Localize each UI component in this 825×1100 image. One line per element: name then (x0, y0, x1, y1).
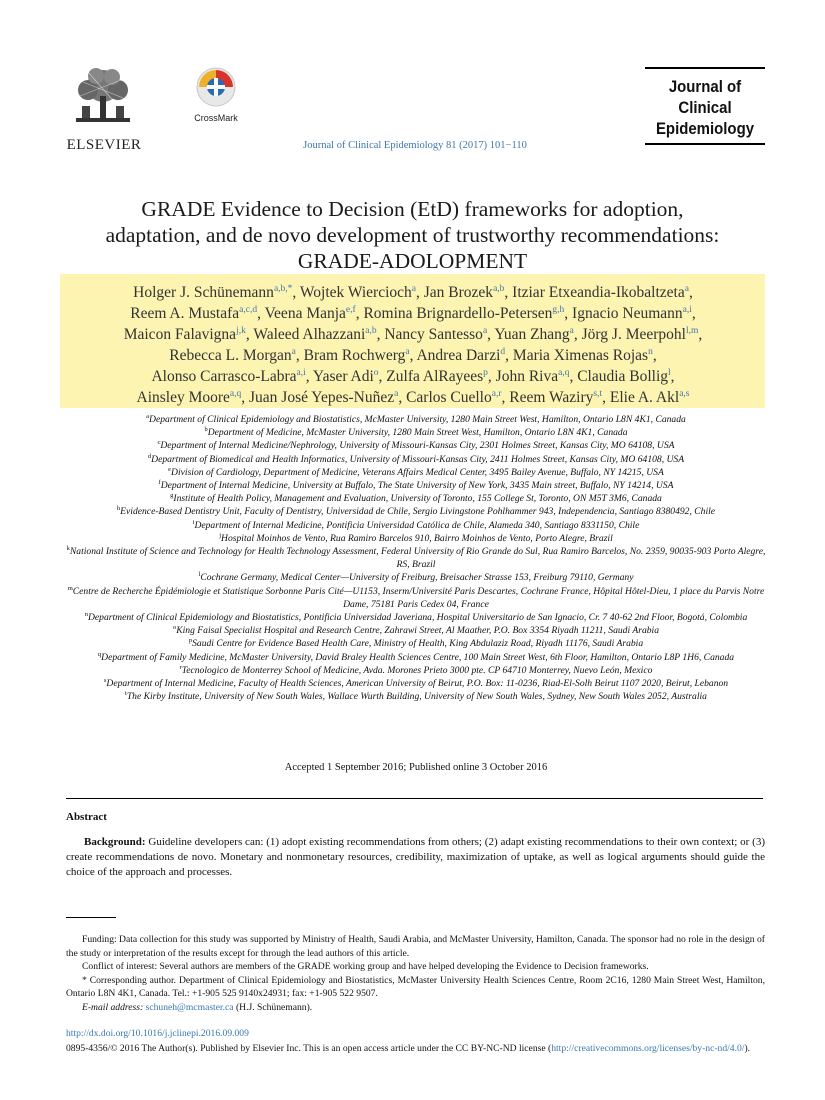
author-list (63, 282, 763, 408)
article-title (70, 196, 755, 274)
author-affiliation-marks[interactable]: a,c,d (239, 304, 258, 315)
abstract-heading: Abstract (66, 811, 107, 823)
author-affiliation-marks[interactable]: a (569, 325, 574, 336)
author-line: Reem A. Mustafa$^{a,c,d}$, Veena Manja$^{e,f}$, Romina Brignardello-Petersen$^{g,h}$, Ignacio Neumann$^{a,i}$, (130, 304, 696, 322)
affiliation-mark: d (147, 452, 152, 460)
affiliation-item (66, 677, 766, 690)
affiliation-text: National Institute of Science and Technology for Health Technology Assessment, Federal University of Rio Grande do Sul, Rua Ramiro Barcelos, No. 2359, 90035-903 Porto Alegre, RS, Brazil (69, 546, 766, 571)
affiliation-text: Department of Family Medicine, McMaster University, David Braley Health Sciences Centre, 100 Main Street West, 6th Floor, Hamilton, Ontario L8P 1H6, Canada (101, 651, 735, 663)
funding-note: Funding: Data collection for this study was supported by Ministry of Health, Saudi Arabia, and McMaster University, Hamilton, Canada. The sponsor had no role in the design of the study or interpretation of the results except for through the lead authors of this article. (66, 934, 765, 959)
affiliation-mark: a (146, 412, 150, 420)
author-name[interactable]: Ignacio Neumann (572, 305, 683, 322)
author-name[interactable]: Yuan Zhang (494, 326, 570, 343)
affiliation-item (66, 611, 766, 624)
affiliation-mark: c (157, 439, 161, 447)
author-affiliation-marks[interactable]: g,h (552, 304, 565, 315)
author-name[interactable]: Jan Brozek (423, 284, 494, 301)
author-name[interactable]: Holger J. Schünemann (133, 284, 274, 301)
affiliation-mark: o (172, 624, 177, 632)
crossmark-label: CrossMark (194, 113, 238, 123)
affiliation-text: Division of Cardiology, Department of Medicine, Veterans Affairs Medical Center, 3495 Bailey Avenue, Buffalo, NY 14215, USA (171, 466, 664, 478)
author-line: Ainsley Moore$^{a,q}$, Juan José Yepes-Nuñez$^a$, Carlos Cuello$^{a,r}$, Reem Waziry$^{s,t}$, Elie A. Akl$^{a,s}$ (136, 388, 690, 406)
affiliation-mark: p (188, 637, 193, 645)
author-affiliation-marks[interactable]: j,k (236, 325, 246, 336)
affiliation-item (66, 519, 766, 532)
author-name[interactable]: Bram Rochwerg (303, 347, 406, 364)
affiliation-text: The Kirby Institute, University of New South Wales, Wallace Wurth Building, University of New South Wales, Sydney, New South Wales 2052, Australia (126, 691, 707, 703)
affiliation-text: Department of Internal Medicine, Pontificia Universidad Católica de Chile, Alameda 340, Santiago 8331150, Chile (194, 519, 640, 531)
author-name[interactable]: Juan José Yepes-Nuñez (249, 389, 395, 406)
affiliation-item (66, 637, 766, 650)
affiliation-text: Department of Clinical Epidemiology and Biostatistics, Pontificia Universidad Javeriana, Hospital Universitario de San Ignacio, Cr. 7 40-62 2nd Floor, Bogotá, Colombia (87, 612, 748, 624)
license-text: 0895-4356/© 2016 The Author(s). Published by Elsevier Inc. This is an open access article under the CC BY-NC-ND license ( (66, 1043, 552, 1054)
affiliation-text: Department of Medicine, McMaster University, 1280 Main Street West, Hamilton, Ontario L8N 4K1, Canada (207, 427, 628, 439)
affiliation-text: Tecnologico de Monterrey School of Medicine, Avda. Morones Prieto 3000 pte. CP 64710 Monterrey, Nuevo León, Mexico (181, 664, 653, 676)
author-name[interactable]: Maria Ximenas Rojas (512, 347, 649, 364)
affiliation-text: Saudi Centre for Evidence Based Health Care, Ministry of Health, King Abdulaziz Road, Riyadh 11176, Saudi Arabia (192, 638, 644, 650)
affiliation-mark: f (158, 478, 161, 486)
author-affiliation-marks[interactable]: a,b,* (273, 283, 293, 294)
affiliation-mark: h (116, 505, 121, 513)
affiliation-mark: r (179, 663, 182, 671)
author-affiliation-marks[interactable]: p (483, 367, 488, 378)
author-affiliation-marks[interactable]: s,t (593, 388, 603, 399)
author-affiliation-marks[interactable]: n (648, 346, 653, 357)
author-name[interactable]: Claudia Bollig (577, 368, 669, 385)
author-affiliation-marks[interactable]: a (394, 388, 399, 399)
publisher-name: ELSEVIER (66, 137, 142, 153)
journal-name-line-1: Journal of (668, 77, 742, 96)
author-name[interactable]: Waleed Alhazzani (253, 326, 366, 343)
affiliation-mark: e (168, 465, 172, 473)
author-affiliation-marks[interactable]: e,f (345, 304, 356, 315)
affiliation-item (66, 651, 766, 664)
affiliation-text: Department of Internal Medicine/Nephrology, University of Missouri-Kansas City, 2301 Holmes Street, Kansas City, MO 64108, USA (160, 440, 675, 452)
journal-name-line-2: Clinical (678, 98, 732, 117)
author-affiliation-marks[interactable]: a,i (682, 304, 692, 315)
author-line: Alonso Carrasco-Labra$^{a,i}$, Yaser Adi$^o$, Zulfa AlRayees$^p$, John Riva$^{a,q}$, Claudia Bollig$^l$, (151, 367, 675, 385)
author-name[interactable]: Elie A. Akl (609, 389, 680, 406)
affiliation-text: Hospital Moinhos de Vento, Rua Ramiro Barcelos 910, Bairro Moinhos de Vento, Porto Alegre, Brazil (221, 532, 613, 544)
author-affiliation-marks[interactable]: a,s (679, 388, 690, 399)
affiliation-item (66, 664, 766, 677)
affiliation-mark: q (97, 650, 102, 658)
email-label: E-mail address: (82, 1001, 144, 1013)
affiliation-mark: g (170, 492, 174, 500)
affiliation-item (66, 479, 766, 492)
crossmark-icon (196, 67, 236, 107)
author-name[interactable]: Romina Brignardello-Petersen (363, 305, 553, 322)
journal-citation[interactable]: Journal of Clinical Epidemiology 81 (2017) 101−110 (303, 140, 527, 151)
footnote-divider (66, 917, 116, 918)
affiliation-item (66, 690, 766, 703)
affiliation-text: Department of Internal Medicine, University at Buffalo, The State University of New York, 3435 Main street, Buffalo, NY 14214, USA (160, 480, 674, 492)
author-affiliation-marks[interactable]: a,b (493, 283, 505, 294)
affiliation-item (66, 426, 766, 439)
affiliation-item (66, 545, 766, 571)
author-name[interactable]: Nancy Santesso (384, 326, 483, 343)
author-affiliation-marks[interactable]: a,q (229, 388, 242, 399)
author-name[interactable]: Itziar Etxeandia-Ikobaltzeta (512, 284, 685, 301)
affiliation-item (66, 505, 766, 518)
author-name[interactable]: Reem A. Mustafa (130, 305, 240, 322)
author-affiliation-marks[interactable]: a (405, 346, 410, 357)
title-line-3: GRADE-ADOLOPMENT (297, 249, 528, 273)
license-note (66, 1042, 765, 1056)
background-text: Guideline developers can: (1) adopt existing recommendations from others; (2) adapt existing recommendations to their own context; or (3) create recommendations de novo. Monetary and nonmonetary resources, credibility, maximization of uptake, as well as logical arguments should guide the choice of the approach and processes. (66, 836, 765, 878)
affiliation-text: Evidence-Based Dentistry Unit, Faculty of Dentistry, Universidad de Chile, Sergio Livingstone Pohlhammer 943, Independencia, Santiago 8380492, Chile (120, 506, 716, 518)
affiliation-item (66, 585, 766, 611)
author-line: Rebecca L. Morgan$^a$, Bram Rochwerg$^a$, Andrea Darzi$^d$, Maria Ximenas Rojas$^n$, (169, 346, 657, 364)
author-name[interactable]: John Riva (495, 368, 559, 385)
affiliation-item (66, 624, 766, 637)
corresponding-note: * Corresponding author. Department of Clinical Epidemiology and Biostatistics, McMaster University Health Sciences Centre, Room 2C16, 1280 Main Street West, Hamilton, Ontario L8N 4K1, Canada. Tel.: +1-905 525 9140x24931; fax: +1-905 522 9507. (66, 974, 765, 999)
author-affiliation-marks[interactable]: a,i (296, 367, 306, 378)
author-affiliation-marks[interactable]: o (373, 367, 379, 378)
author-name[interactable]: Carlos Cuello (406, 389, 492, 406)
crossmark-badge[interactable] (193, 67, 239, 123)
affiliation-list (66, 413, 766, 703)
accepted-date: Accepted 1 September 2016; Published online 3 October 2016 (284, 762, 548, 773)
conflict-note: Conflict of interest: Several authors are members of the GRADE working group and have helped developing the Evidence to Decision frameworks. (82, 961, 649, 972)
affiliation-mark: i (192, 518, 195, 526)
author-affiliation-marks[interactable]: d (500, 346, 506, 357)
author-affiliation-marks[interactable]: a (411, 283, 417, 294)
author-name[interactable]: Reem Waziry (509, 389, 594, 406)
author-name[interactable]: Maicon Falavigna (123, 326, 237, 343)
journal-logo[interactable] (645, 67, 765, 145)
author-affiliation-marks[interactable]: l (668, 367, 671, 378)
author-name[interactable]: Yaser Adi (312, 368, 374, 385)
author-affiliation-marks[interactable]: a (291, 346, 296, 357)
affiliation-item (66, 439, 766, 452)
author-affiliation-marks[interactable]: a,b (365, 325, 377, 336)
background-label: Background: (84, 836, 146, 848)
title-line-2: adaptation, and de novo development of trustworthy recommendations: (105, 223, 720, 247)
author-name[interactable]: Zulfa AlRayees (386, 368, 484, 385)
affiliation-text: Cochrane Germany, Medical Center—University of Freiburg, Breisacher Strasse 153, Freiburg 79110, Germany (200, 572, 634, 584)
affiliation-text: Department of Biomedical and Health Informatics, University of Missouri-Kansas City, 2411 Holmes Street, Kansas City, MO 64108, USA (151, 453, 685, 465)
affiliation-item (66, 532, 766, 545)
author-name[interactable]: Ainsley Moore (136, 389, 230, 406)
email-note (66, 1001, 765, 1015)
affiliation-text: Centre de Recherche Épidémiologie et Statistique Sorbonne Paris Cité—U1153, Inserm/Université Paris Descartes, Cochrane France, Hôpital Hôtel-Dieu, 1 place du Parvis Notre Dame, 75181 Paris Cedex 04, France (72, 585, 765, 610)
affiliation-item (66, 492, 766, 505)
author-affiliation-marks[interactable]: a,q (558, 367, 570, 378)
license-link[interactable]: http://creativecommons.org/licenses/by-nc-nd/4.0/ (551, 1043, 745, 1054)
author-line: Holger J. Schünemann$^{a,b,*}$, Wojtek Wiercioch$^a$, Jan Brozek$^{a,b}$, Itziar Etxeandia-Ikobaltzeta$^a$, (133, 283, 693, 301)
author-affiliation-marks[interactable]: a,r (491, 388, 502, 399)
author-affiliation-marks[interactable]: a (684, 283, 689, 294)
author-name[interactable]: Jörg J. Meerpohl (581, 326, 686, 343)
email-suffix: (H.J. Schünemann). (235, 1001, 313, 1013)
affiliation-mark: n (84, 610, 88, 618)
author-name[interactable]: Andrea Darzi (416, 347, 501, 364)
journal-name-line-3: Epidemiology (655, 119, 755, 138)
email-link[interactable]: schuneh@mcmaster.ca (145, 1001, 234, 1013)
author-affiliation-marks[interactable]: l,m (685, 325, 699, 336)
affiliation-mark: b (204, 426, 208, 434)
affiliation-text: Department of Clinical Epidemiology and Biostatistics, McMaster University, 1280 Main Street West, Hamilton, Ontario L8N 4K1, Canada (149, 414, 686, 425)
author-affiliation-marks[interactable]: a (482, 325, 488, 336)
affiliation-item (66, 413, 766, 426)
affiliation-mark: m (67, 584, 73, 592)
author-name[interactable]: Veena Manja (264, 305, 346, 322)
license-end: ). (744, 1043, 751, 1054)
affiliation-text: Department of Internal Medicine, Faculty of Health Sciences, American University of Beirut, P.O. Box: 11-0236, Riad-El-Solh Beirut 1107 2020, Beirut, Lebanon (106, 678, 729, 690)
author-name[interactable]: Alonso Carrasco-Labra (151, 368, 297, 385)
elsevier-tree-icon (68, 66, 138, 128)
affiliation-mark: j (219, 531, 222, 539)
title-line-1: GRADE Evidence to Decision (EtD) frameworks for adoption, (141, 197, 684, 221)
affiliation-mark: t (125, 690, 127, 698)
elsevier-logo[interactable] (65, 66, 143, 153)
doi-link[interactable]: http://dx.doi.org/10.1016/j.jclinepi.2016.09.009 (66, 1028, 249, 1039)
affiliation-mark: k (66, 544, 70, 552)
author-name[interactable]: Wojtek Wiercioch (299, 284, 412, 301)
section-divider (66, 798, 763, 799)
affiliation-item (66, 466, 766, 479)
footnotes (66, 933, 765, 1014)
affiliation-text: King Faisal Specialist Hospital and Research Centre, Zahrawi Street, Al Maather, P.O. Box 3354 Riyadh 11211, Saudi Arabia (176, 625, 660, 637)
affiliation-item (66, 571, 766, 584)
affiliation-mark: l (198, 571, 201, 579)
abstract-background (66, 835, 765, 880)
author-line: Maicon Falavigna$^{j,k}$, Waleed Alhazzani$^{a,b}$, Nancy Santesso$^a$, Yuan Zhang$^a$, Jörg J. Meerpohl$^{l,m}$, (123, 325, 703, 343)
affiliation-item (66, 453, 766, 466)
affiliation-mark: s (103, 676, 107, 684)
affiliation-text: Institute of Health Policy, Management and Evaluation, University of Toronto, 155 College St, Toronto, ON M5T 3M6, Canada (173, 493, 662, 505)
author-name[interactable]: Rebecca L. Morgan (169, 347, 292, 364)
